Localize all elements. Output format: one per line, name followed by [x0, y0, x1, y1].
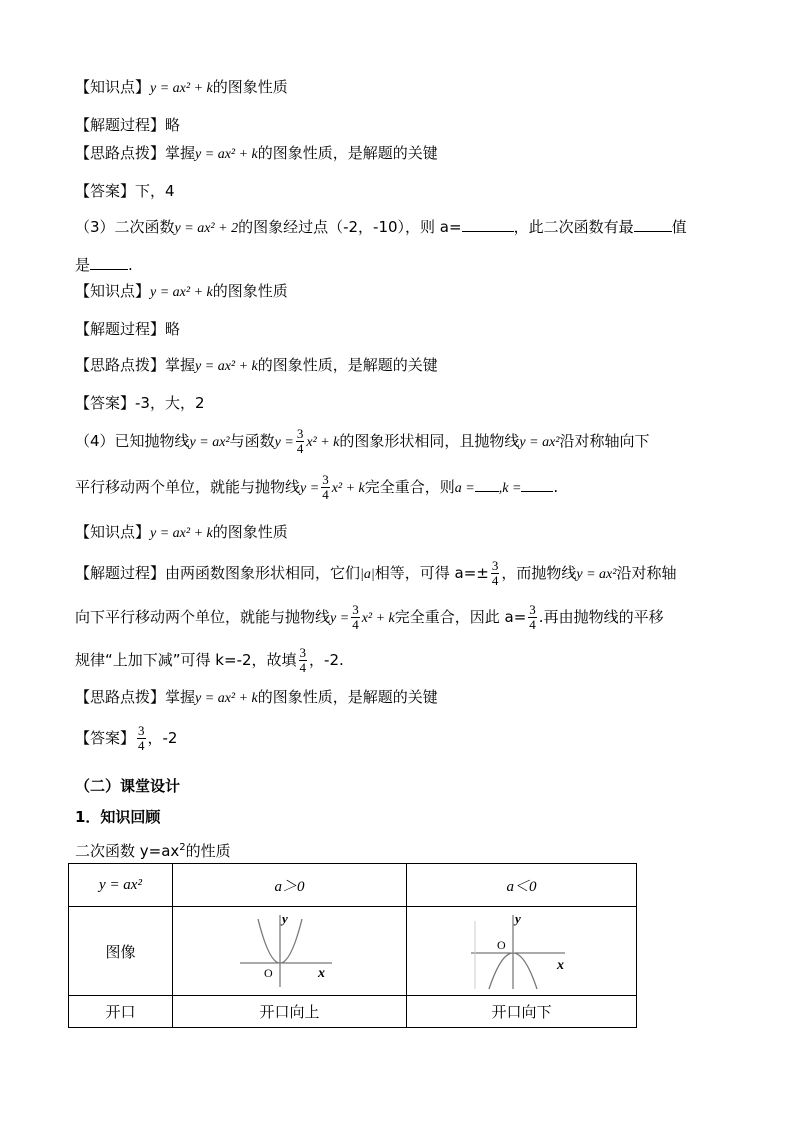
- fraction: $\frac{3}{4}$: [529, 602, 536, 632]
- formula: y = ax²: [189, 435, 230, 450]
- text: 相等，可得 a=±: [374, 564, 489, 582]
- formula: y = ax² + k: [150, 526, 213, 541]
- formula: a =: [454, 481, 475, 496]
- text: ，而抛物线: [501, 564, 577, 582]
- tag-label: 【答案】: [75, 182, 136, 200]
- question-3-cont: [75, 254, 133, 276]
- answer-line: [75, 180, 175, 202]
- tag-label: 【思路点拨】: [75, 144, 166, 162]
- question-4-cont: [75, 471, 558, 505]
- question-4: [75, 425, 650, 459]
- tag-label: 【解题过程】: [75, 320, 166, 338]
- origin-label: O: [263, 966, 273, 980]
- fraction: $\frac{3}{4}$: [299, 645, 307, 675]
- text: 的图象性质: [212, 523, 288, 541]
- tag-label: 【知识点】: [75, 282, 151, 300]
- text: 掌握: [165, 144, 196, 162]
- answer-line: [75, 722, 177, 754]
- formula: x² + k: [361, 611, 395, 626]
- fraction: $\frac{3}{4}$: [491, 558, 499, 588]
- tag-label: 【解题过程】: [75, 564, 166, 582]
- table-header-row: [69, 864, 637, 907]
- formula: y =: [330, 611, 350, 626]
- row-label: 图像: [69, 907, 173, 996]
- text: 由两函数图象形状相同，它们: [165, 564, 361, 582]
- formula: y = ax²: [576, 567, 617, 582]
- text: 向下平行移动两个单位，就能与抛物线: [75, 608, 331, 626]
- solution-process-line: [75, 557, 676, 591]
- formula: |a|: [360, 567, 375, 582]
- text: 值: [671, 218, 687, 236]
- text: 的图象性质: [212, 282, 288, 300]
- graph-cell: [173, 907, 407, 996]
- upward-parabola-graph: [240, 911, 340, 991]
- subsection-heading: 1．知识回顾: [75, 808, 161, 826]
- text: 的图象经过点（-2，-10），则 a=: [238, 218, 462, 236]
- solution-process-cont: [75, 644, 344, 676]
- tag-label: 【知识点】: [75, 78, 151, 96]
- x-axis-label: x: [556, 958, 564, 973]
- formula: y = ax²: [519, 435, 560, 450]
- text: 平行移动两个单位，就能与抛物线: [75, 478, 301, 496]
- text: ，-2.: [309, 651, 344, 669]
- text: 完全重合，因此 a=: [394, 608, 527, 626]
- text: 的图象性质，是解题的关键: [257, 688, 438, 706]
- formula: y =: [274, 435, 294, 450]
- tag-label: 【知识点】: [75, 523, 151, 541]
- text: 略: [165, 320, 181, 338]
- table-cell: 开口向上: [173, 996, 407, 1028]
- formula: x² + k: [306, 435, 340, 450]
- text: 的图象性质: [212, 78, 288, 96]
- text: ，此二次函数有最: [513, 218, 634, 236]
- text: 的图象性质，是解题的关键: [257, 144, 438, 162]
- text: （4）已知抛物线: [75, 432, 190, 450]
- text: 略: [165, 116, 181, 134]
- answer-blank: [475, 477, 499, 492]
- solution-process-cont: [75, 601, 664, 635]
- text: 规律“上加下减”可得 k=-2，故填: [75, 651, 297, 669]
- tag-label: 【答案】: [75, 394, 136, 412]
- answer-line: [75, 392, 205, 414]
- intro-text: [75, 837, 231, 862]
- text: 的图象性质，是解题的关键: [257, 356, 438, 374]
- properties-table: [68, 863, 637, 1028]
- superscript: 2: [179, 842, 186, 853]
- tag-label: 【思路点拨】: [75, 356, 166, 374]
- fraction: $\frac{3}{4}$: [296, 426, 304, 456]
- answer-blank: [521, 477, 553, 492]
- header-cell: y = ax²: [69, 864, 173, 907]
- text: 的图象形状相同，且抛物线: [339, 432, 520, 450]
- hint-line: [75, 142, 438, 166]
- answer-blank: [462, 217, 514, 232]
- formula: x² + k: [331, 481, 365, 496]
- text: ，-2: [147, 729, 178, 747]
- answer-blank: [90, 255, 128, 270]
- text: 二次函数 y=ax: [75, 842, 180, 860]
- downward-parabola-graph: [467, 911, 577, 991]
- formula: y = ax² + k: [195, 691, 258, 706]
- text: -3，大，2: [135, 394, 205, 412]
- fraction: $\frac{3}{4}$: [322, 472, 329, 502]
- knowledge-point-line: [75, 76, 288, 100]
- formula: ,k =: [498, 481, 522, 496]
- header-cell: a＜0: [407, 864, 637, 907]
- text: 是: [75, 256, 91, 274]
- hint-line: [75, 354, 438, 378]
- text: 下，4: [135, 182, 175, 200]
- table-cell: 开口向下: [407, 996, 637, 1028]
- question-3: [75, 216, 687, 240]
- y-axis-label: y: [281, 911, 288, 926]
- formula: y = ax² + k: [150, 285, 213, 300]
- graph-cell: [407, 907, 637, 996]
- answer-blank: [634, 217, 672, 232]
- text: .再由抛物线的平移: [538, 608, 664, 626]
- text: .: [128, 256, 133, 274]
- text: （3）二次函数: [75, 218, 175, 236]
- x-axis-label: x: [317, 966, 325, 981]
- header-cell: a＞0: [173, 864, 407, 907]
- y-axis-label: y: [514, 911, 521, 926]
- fraction: $\frac{3}{4}$: [352, 602, 359, 632]
- knowledge-point-line: [75, 280, 288, 304]
- formula: y = ax² + k: [195, 359, 258, 374]
- text: 的性质: [185, 842, 231, 860]
- formula: y = ax² + 2: [174, 221, 239, 236]
- text: 沿对称轴: [616, 564, 677, 582]
- solution-process-line: [75, 318, 180, 340]
- tag-label: 【解题过程】: [75, 116, 166, 134]
- origin-label: O: [496, 938, 506, 952]
- table-row: [69, 996, 637, 1028]
- row-label: 开口: [69, 996, 173, 1028]
- text: 掌握: [165, 356, 196, 374]
- fraction: $\frac{3}{4}$: [138, 723, 145, 753]
- formula: y = ax² + k: [150, 81, 213, 96]
- formula: y = ax² + k: [195, 147, 258, 162]
- text: .: [553, 478, 559, 496]
- tag-label: 【答案】: [75, 729, 136, 747]
- formula: y =: [300, 481, 320, 496]
- hint-line: [75, 686, 438, 710]
- text: 完全重合，则: [364, 478, 455, 496]
- solution-process-line: [75, 114, 180, 136]
- text: 与函数: [229, 432, 275, 450]
- knowledge-point-line: [75, 521, 288, 545]
- text: 掌握: [165, 688, 196, 706]
- tag-label: 【思路点拨】: [75, 688, 166, 706]
- text: 沿对称轴向下: [559, 432, 650, 450]
- table-row: [69, 907, 637, 996]
- section-heading: （二）课堂设计: [75, 777, 181, 795]
